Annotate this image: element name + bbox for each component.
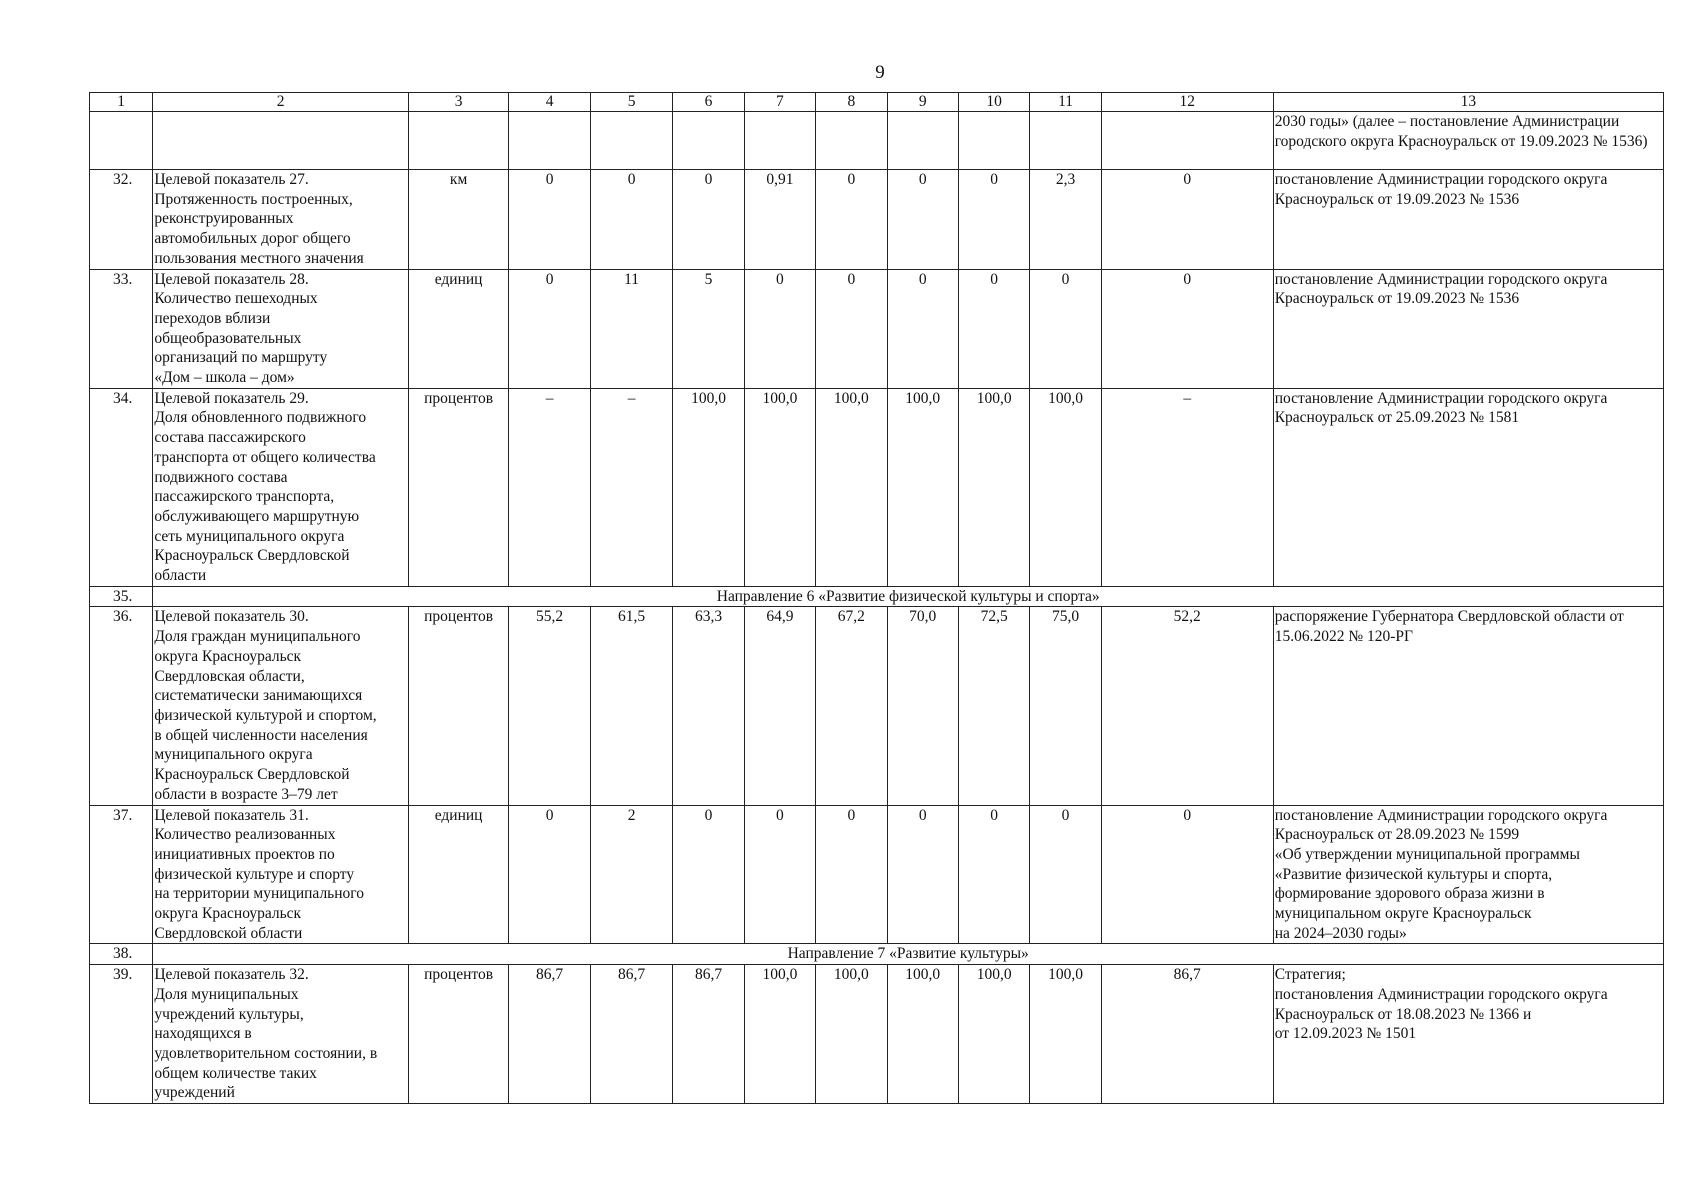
table-row [90,607,1664,805]
value-cell: 86,7 [1101,965,1273,1104]
value-cell: 86,7 [509,965,590,1104]
value-cell [1030,112,1101,170]
value-cell: 0 [1101,170,1273,270]
page-number: 9 [875,62,885,83]
table-row [90,112,1664,170]
value-cell: – [1101,388,1273,586]
value-cell: 0 [673,805,744,944]
header-cell: 3 [408,93,509,112]
value-cell: 100,0 [958,965,1029,1104]
value-cell: 70,0 [887,607,958,805]
header-cell: 8 [816,93,887,112]
value-cell: 100,0 [1030,388,1101,586]
value-cell [673,112,744,170]
value-cell: 64,9 [744,607,815,805]
value-cell: 0 [887,170,958,270]
value-cell: 100,0 [887,388,958,586]
indicators-table [89,92,1664,1104]
unit-cell [408,112,509,170]
value-cell: 0 [590,170,672,270]
header-cell: 9 [887,93,958,112]
unit-cell: единиц [408,269,509,388]
value-cell [744,112,815,170]
unit-cell: процентов [408,607,509,805]
header-cell: 7 [744,93,815,112]
value-cell: – [590,388,672,586]
unit-cell: единиц [408,805,509,944]
header-cell: 1 [90,93,153,112]
value-cell: 0 [958,269,1029,388]
value-cell: 0 [509,805,590,944]
value-cell: 5 [673,269,744,388]
row-number: 39. [90,965,153,1104]
value-cell: 72,5 [958,607,1029,805]
value-cell: 2,3 [1030,170,1101,270]
value-cell: 0 [887,805,958,944]
value-cell: 75,0 [1030,607,1101,805]
value-cell: 86,7 [673,965,744,1104]
value-cell: 0 [816,269,887,388]
value-cell: 0 [1101,805,1273,944]
header-cell: 6 [673,93,744,112]
value-cell: 0 [509,170,590,270]
value-cell: 55,2 [509,607,590,805]
value-cell: 0 [816,170,887,270]
header-cell: 12 [1101,93,1273,112]
value-cell: 0 [509,269,590,388]
source-document: Стратегия; постановления Администрации городского округа Красноуральск от 18.08.2023 № 1366 и от 12.09.2023 № 1501 [1273,965,1663,1104]
source-document: распоряжение Губернатора Свердловской области от 15.06.2022 № 120-РГ [1273,607,1663,805]
value-cell: 0 [673,170,744,270]
indicator-description: Целевой показатель 31. Количество реализованных инициативных проектов по физической культуре и спорту на территории муниципального округа Красноуральск Свердловской области [153,805,408,944]
indicator-description [153,112,408,170]
source-document: 2030 годы» (далее – постановление Администрации городского округа Красноуральск от 19.09.2023 № 1536) [1273,112,1663,170]
table-row [90,805,1664,944]
unit-cell: км [408,170,509,270]
indicator-description: Целевой показатель 29. Доля обновленного подвижного состава пассажирского транспорта от общего количества подвижного состава пассажирского транспорта, обслуживающего маршрутную сеть муниципального округа Красноуральск Свердловской области [153,388,408,586]
value-cell [816,112,887,170]
unit-cell: процентов [408,388,509,586]
section-title: Направление 6 «Развитие физической культуры и спорта» [153,586,1664,607]
value-cell [1101,112,1273,170]
indicator-description: Целевой показатель 28. Количество пешеходных переходов вблизи общеобразовательных организаций по маршруту «Дом – школа – дом» [153,269,408,388]
row-number: 35. [90,586,153,607]
indicator-description: Целевой показатель 30. Доля граждан муниципального округа Красноуральск Свердловская области, систематически занимающихся физической культурой и спортом, в общей численности населения муниципального округа Красноуральск Свердловской области в возрасте 3–79 лет [153,607,408,805]
source-document: постановление Администрации городского округа Красноуральск от 19.09.2023 № 1536 [1273,269,1663,388]
header-cell: 10 [958,93,1029,112]
header-cell: 5 [590,93,672,112]
value-cell: 11 [590,269,672,388]
unit-cell: процентов [408,965,509,1104]
value-cell: 61,5 [590,607,672,805]
row-number: 33. [90,269,153,388]
header-row [90,93,1664,112]
value-cell [958,112,1029,170]
value-cell: 86,7 [590,965,672,1104]
source-document: постановление Администрации городского округа Красноуральск от 19.09.2023 № 1536 [1273,170,1663,270]
indicator-description: Целевой показатель 27. Протяженность построенных, реконструированных автомобильных дорог общего пользования местного значения [153,170,408,270]
value-cell: 0 [1030,269,1101,388]
value-cell: 100,0 [816,388,887,586]
row-number: 36. [90,607,153,805]
value-cell: 0 [744,269,815,388]
section-title: Направление 7 «Развитие культуры» [153,944,1664,965]
table-row [90,388,1664,586]
row-number: 37. [90,805,153,944]
header-cell: 4 [509,93,590,112]
value-cell: – [509,388,590,586]
header-cell: 11 [1030,93,1101,112]
source-document: постановление Администрации городского округа Красноуральск от 25.09.2023 № 1581 [1273,388,1663,586]
header-cell: 13 [1273,93,1663,112]
row-number: 32. [90,170,153,270]
value-cell: 52,2 [1101,607,1273,805]
row-number [90,112,153,170]
value-cell: 100,0 [673,388,744,586]
value-cell [509,112,590,170]
value-cell: 100,0 [744,965,815,1104]
source-document: постановление Администрации городского округа Красноуральск от 28.09.2023 № 1599 «Об утверждении муниципальной программы «Развитие физической культуры и спорта, формирование здорового образа жизни в муниципальном округе Красноуральск на 2024–2030 годы» [1273,805,1663,944]
table-row [90,170,1664,270]
value-cell: 100,0 [816,965,887,1104]
table-row [90,965,1664,1104]
value-cell: 0 [958,805,1029,944]
value-cell: 0 [1030,805,1101,944]
value-cell: 0 [887,269,958,388]
row-number: 34. [90,388,153,586]
value-cell: 0 [958,170,1029,270]
value-cell: 67,2 [816,607,887,805]
section-row [90,944,1664,965]
value-cell: 100,0 [1030,965,1101,1104]
value-cell: 0 [744,805,815,944]
value-cell [590,112,672,170]
section-row [90,586,1664,607]
value-cell: 0 [1101,269,1273,388]
value-cell: 63,3 [673,607,744,805]
value-cell [887,112,958,170]
value-cell: 100,0 [744,388,815,586]
value-cell: 0,91 [744,170,815,270]
value-cell: 2 [590,805,672,944]
table-row [90,269,1664,388]
row-number: 38. [90,944,153,965]
value-cell: 0 [816,805,887,944]
indicator-description: Целевой показатель 32. Доля муниципальных учреждений культуры, находящихся в удовлетворительном состоянии, в общем количестве таких учреждений [153,965,408,1104]
header-cell: 2 [153,93,408,112]
value-cell: 100,0 [887,965,958,1104]
value-cell: 100,0 [958,388,1029,586]
